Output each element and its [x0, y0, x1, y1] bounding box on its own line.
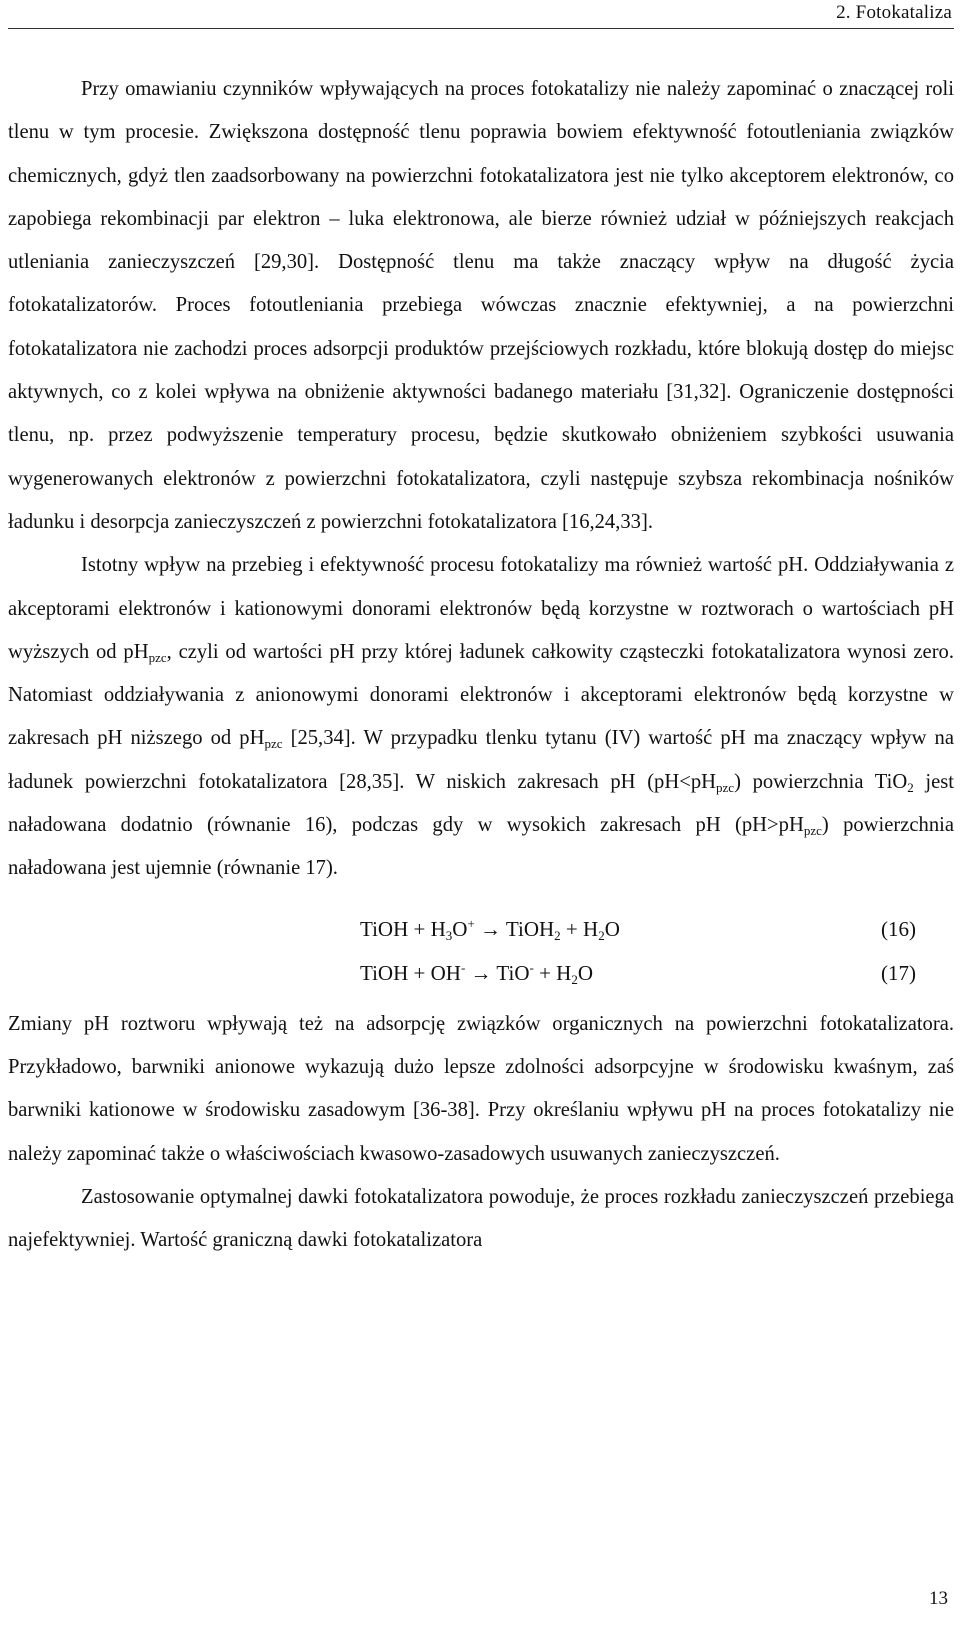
- subscript: 2: [598, 927, 605, 943]
- equation-number: (17): [881, 960, 916, 985]
- paragraph-adsorption: Zmiany pH roztworu wpływają też na adsorpcję związków organicznych na powierzchni fotokatalizatora. Przykładowo, barwniki anionowe wykazują dużo lepsze zdolności adsorpcyjne w środowisku kwaśnym, zaś barwniki kationowe w środowisku zasadowym [36-38]. Przy określaniu wpływu pH na proces fotokatalizy nie należy zapominać także o właściwościach kwasowo-zasadowych usuwanych zanieczyszczeń.: [8, 1012, 954, 1165]
- equation-number: (16): [881, 916, 916, 941]
- formula-part: O: [577, 960, 594, 985]
- text-run: jest naładowana dodatnio (równanie 16), podczas gdy w wysokich zakresach pH (pH>pH: [8, 770, 955, 837]
- superscript: +: [467, 915, 475, 931]
- text-run: ) powierzchnia TiO: [734, 770, 908, 793]
- subscript: 2: [571, 971, 578, 987]
- equation-formula: [360, 951, 593, 995]
- paragraph-ph-influence: [8, 544, 954, 890]
- formula-part: → TiO: [465, 960, 530, 985]
- equation-16: [8, 907, 954, 951]
- formula-part: TiOH + H: [360, 916, 446, 941]
- header-divider: [8, 28, 954, 29]
- paragraph-catalyst-dose: Zastosowanie optymalnej dawki fotokatalizatora powoduje, że proces rozkładu zanieczyszczeń przebiega najefektywniej. Wartość graniczną dawki fotokatalizatora: [8, 1185, 954, 1252]
- subscript: 3: [445, 927, 453, 943]
- subscript: 2: [907, 779, 914, 795]
- subscript: pzc: [148, 649, 167, 665]
- text-run: ) powierzchnia naładowana jest ujemnie (równanie 17).: [8, 814, 954, 880]
- paragraph-oxygen-role: Przy omawianiu czynników wpływających na proces fotokatalizy nie należy zapominać o znaczącej roli tlenu w tym procesie. Zwiększona dostępność tlenu poprawia bowiem efektywność fotoutleniania związków chemicznych, gdyż tlen zaadsorbowany na powierzchni fotokatalizatora jest nie tylko akceptorem elektronów, co zapobiega rekombinacji par elektron – luka elektronowa, ale bierze również udział w późniejszych reakcjach utleniania zanieczyszczeń [29,30]. Dostępność tlenu ma także znaczący wpływ na długość życia fotokatalizatorów. Proces fotoutleniania przebiega wówczas znacznie efektywniej, a na powierzchni fotokatalizatora nie zachodzi proces adsorpcji produktów przejściowych rozkładu, które blokują dostęp do miejsc aktywnych, co z kolei wpływa na obniżenie aktywności badanego materiału [31,32]. Ograniczenie dostępności tlenu, np. przez podwyższenie temperatury procesu, będzie skutkowało obniżeniem szybkości usuwania wygenerowanych elektronów z powierzchni fotokatalizatora, czyli następuje szybsza rekombinacja nośników ładunku i desorpcja zanieczyszczeń z powierzchni fotokatalizatora [16,24,33].: [8, 78, 954, 533]
- formula-part: → TiOH: [474, 916, 555, 941]
- equation-block: [8, 907, 954, 995]
- text-run: Istotny wpływ na przebieg i efektywność procesu fotokatalizy ma również wartość pH. Oddziaływania z akceptorami elektronów i kationowymi donorami elektronów będą korzystne w roztworach o wartościach pH wyższych od pH: [8, 554, 954, 663]
- subscript: pzc: [264, 736, 283, 752]
- subscript: 2: [554, 927, 561, 943]
- subscript: pzc: [803, 823, 822, 839]
- formula-part: O: [452, 916, 468, 941]
- text-run: , czyli od wartości pH przy której ładunek całkowity cząsteczki fotokatalizatora wynosi zero. Natomiast oddziaływania z anionowymi donorami elektronów i akceptorami elektronów będą korzystne w zakresach pH niższego od pH: [8, 640, 954, 750]
- text-run: [25,34]. W przypadku tlenku tytanu (IV) wartość pH ma znaczący wpływ na ładunek powierzchni fotokatalizatora [28,35]. W niskich zakresach pH (pH<pH: [8, 727, 954, 793]
- page-number: 13: [929, 1588, 948, 1609]
- running-header: 2. Fotokataliza: [836, 2, 952, 23]
- subscript: pzc: [716, 779, 735, 795]
- document-body: [8, 68, 954, 1262]
- formula-part: TiOH + OH: [360, 960, 461, 985]
- equation-formula: [360, 907, 620, 951]
- superscript: -: [529, 959, 534, 975]
- equation-17: [8, 951, 954, 995]
- formula-part: + H: [533, 960, 572, 985]
- superscript: -: [460, 959, 466, 975]
- formula-part: + H: [560, 916, 599, 941]
- formula-part: O: [604, 916, 620, 941]
